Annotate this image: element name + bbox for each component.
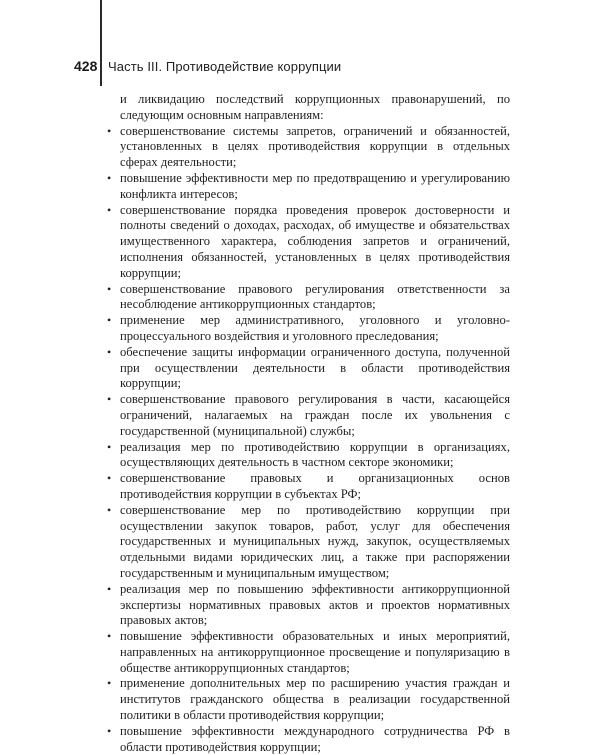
bullet-icon: • (107, 629, 112, 644)
bullet-icon: • (107, 344, 112, 359)
directions-list (107, 123, 510, 755)
list-item (107, 344, 510, 392)
list-item-text: реализация мер по повышению эффективности антикоррупционной экспертизы нормативных правовых актов и проектов нормативных правовых актов; (120, 581, 510, 628)
list-item-text: повышение эффективности образовательных и иных мероприятий, направленных на антикоррупционное просвещение и популяризацию в обществе антикоррупционных стандартов; (120, 629, 510, 675)
list-item (107, 281, 510, 314)
bullet-icon: • (107, 676, 112, 691)
list-item (107, 170, 510, 203)
bullet-icon: • (107, 723, 112, 738)
bullet-icon: • (107, 281, 112, 296)
bullet-icon: • (107, 439, 112, 454)
list-item-text: повышение эффективности международного сотрудничества РФ в области противодействия коррупции; (120, 723, 510, 754)
bullet-icon: • (107, 502, 112, 517)
list-item-text: реализация мер по противодействию коррупции в организациях, осуществляющих деятельность в частном секторе экономики; (120, 439, 510, 470)
bullet-icon: • (107, 471, 112, 486)
bullet-icon: • (107, 202, 112, 217)
list-item (107, 676, 510, 723)
list-item-text: совершенствование правового регулирования в части, касающейся ограничений, налагаемых на граждан после их увольнения с государственной (муниципальной) службы; (120, 392, 510, 438)
list-item-text: совершенствование правового регулирования ответственности за несоблюдение антикоррупционных стандартов; (120, 281, 510, 312)
page-number: 428 (74, 58, 98, 74)
list-item (107, 581, 510, 629)
list-item (107, 439, 510, 472)
list-item (107, 723, 510, 755)
bullet-icon: • (107, 313, 112, 328)
lead-paragraph: и ликвидацию последствий коррупционных правонарушений, по следующим основным направлениям: (120, 92, 510, 122)
list-item-text: повышение эффективности мер по предотвращению и урегулированию конфликта интересов; (120, 170, 510, 201)
list-item-text: применение дополнительных мер по расширению участия граждан и институтов гражданского общества в реализации государственной политики в области противодействия коррупции; (120, 676, 510, 723)
list-item (107, 202, 510, 282)
list-item-text: совершенствование порядка проведения проверок достоверности и полноты сведений о доходах, расходах, об имуществе и обязательствах имущественного характера, соблюдения запретов и ограничений, исполнения обязанностей, установленных в целях противодействия коррупции; (120, 202, 510, 280)
running-title: Часть III. Противодействие коррупции (108, 59, 342, 74)
list-item (107, 471, 510, 503)
list-item (107, 123, 510, 171)
list-item-text: совершенствование системы запретов, ограничений и обязанностей, установленных в целях противодействия коррупции в отдельных сферах деятельности; (120, 123, 510, 170)
page-body (107, 92, 510, 755)
list-item (107, 313, 510, 345)
list-item (107, 629, 510, 676)
list-item-text: совершенствование мер по противодействию коррупции при осуществлении закупок товаров, работ, услуг для обеспечения государственных и муниципальных нужд, закупок, осуществляемых отдельными видами юридических лиц, а также при распоряжении государственным и муниципальным имуществом; (120, 502, 510, 580)
bullet-icon: • (107, 170, 112, 185)
bullet-icon: • (107, 581, 112, 596)
list-item (107, 392, 510, 439)
bullet-icon: • (107, 123, 112, 138)
list-item (107, 502, 510, 582)
list-item-text: совершенствование правовых и организационных основ противодействия коррупции в субъектах РФ; (120, 471, 510, 501)
list-item-text: применение мер административного, уголовного и уголовно-процессуального воздействия и уголовного преследования; (120, 313, 510, 343)
bullet-icon: • (107, 392, 112, 407)
running-header (74, 58, 341, 78)
list-item-text: обеспечение защиты информации ограниченного доступа, полученной при осуществлении деятельности в области противодействия коррупции; (120, 344, 510, 391)
